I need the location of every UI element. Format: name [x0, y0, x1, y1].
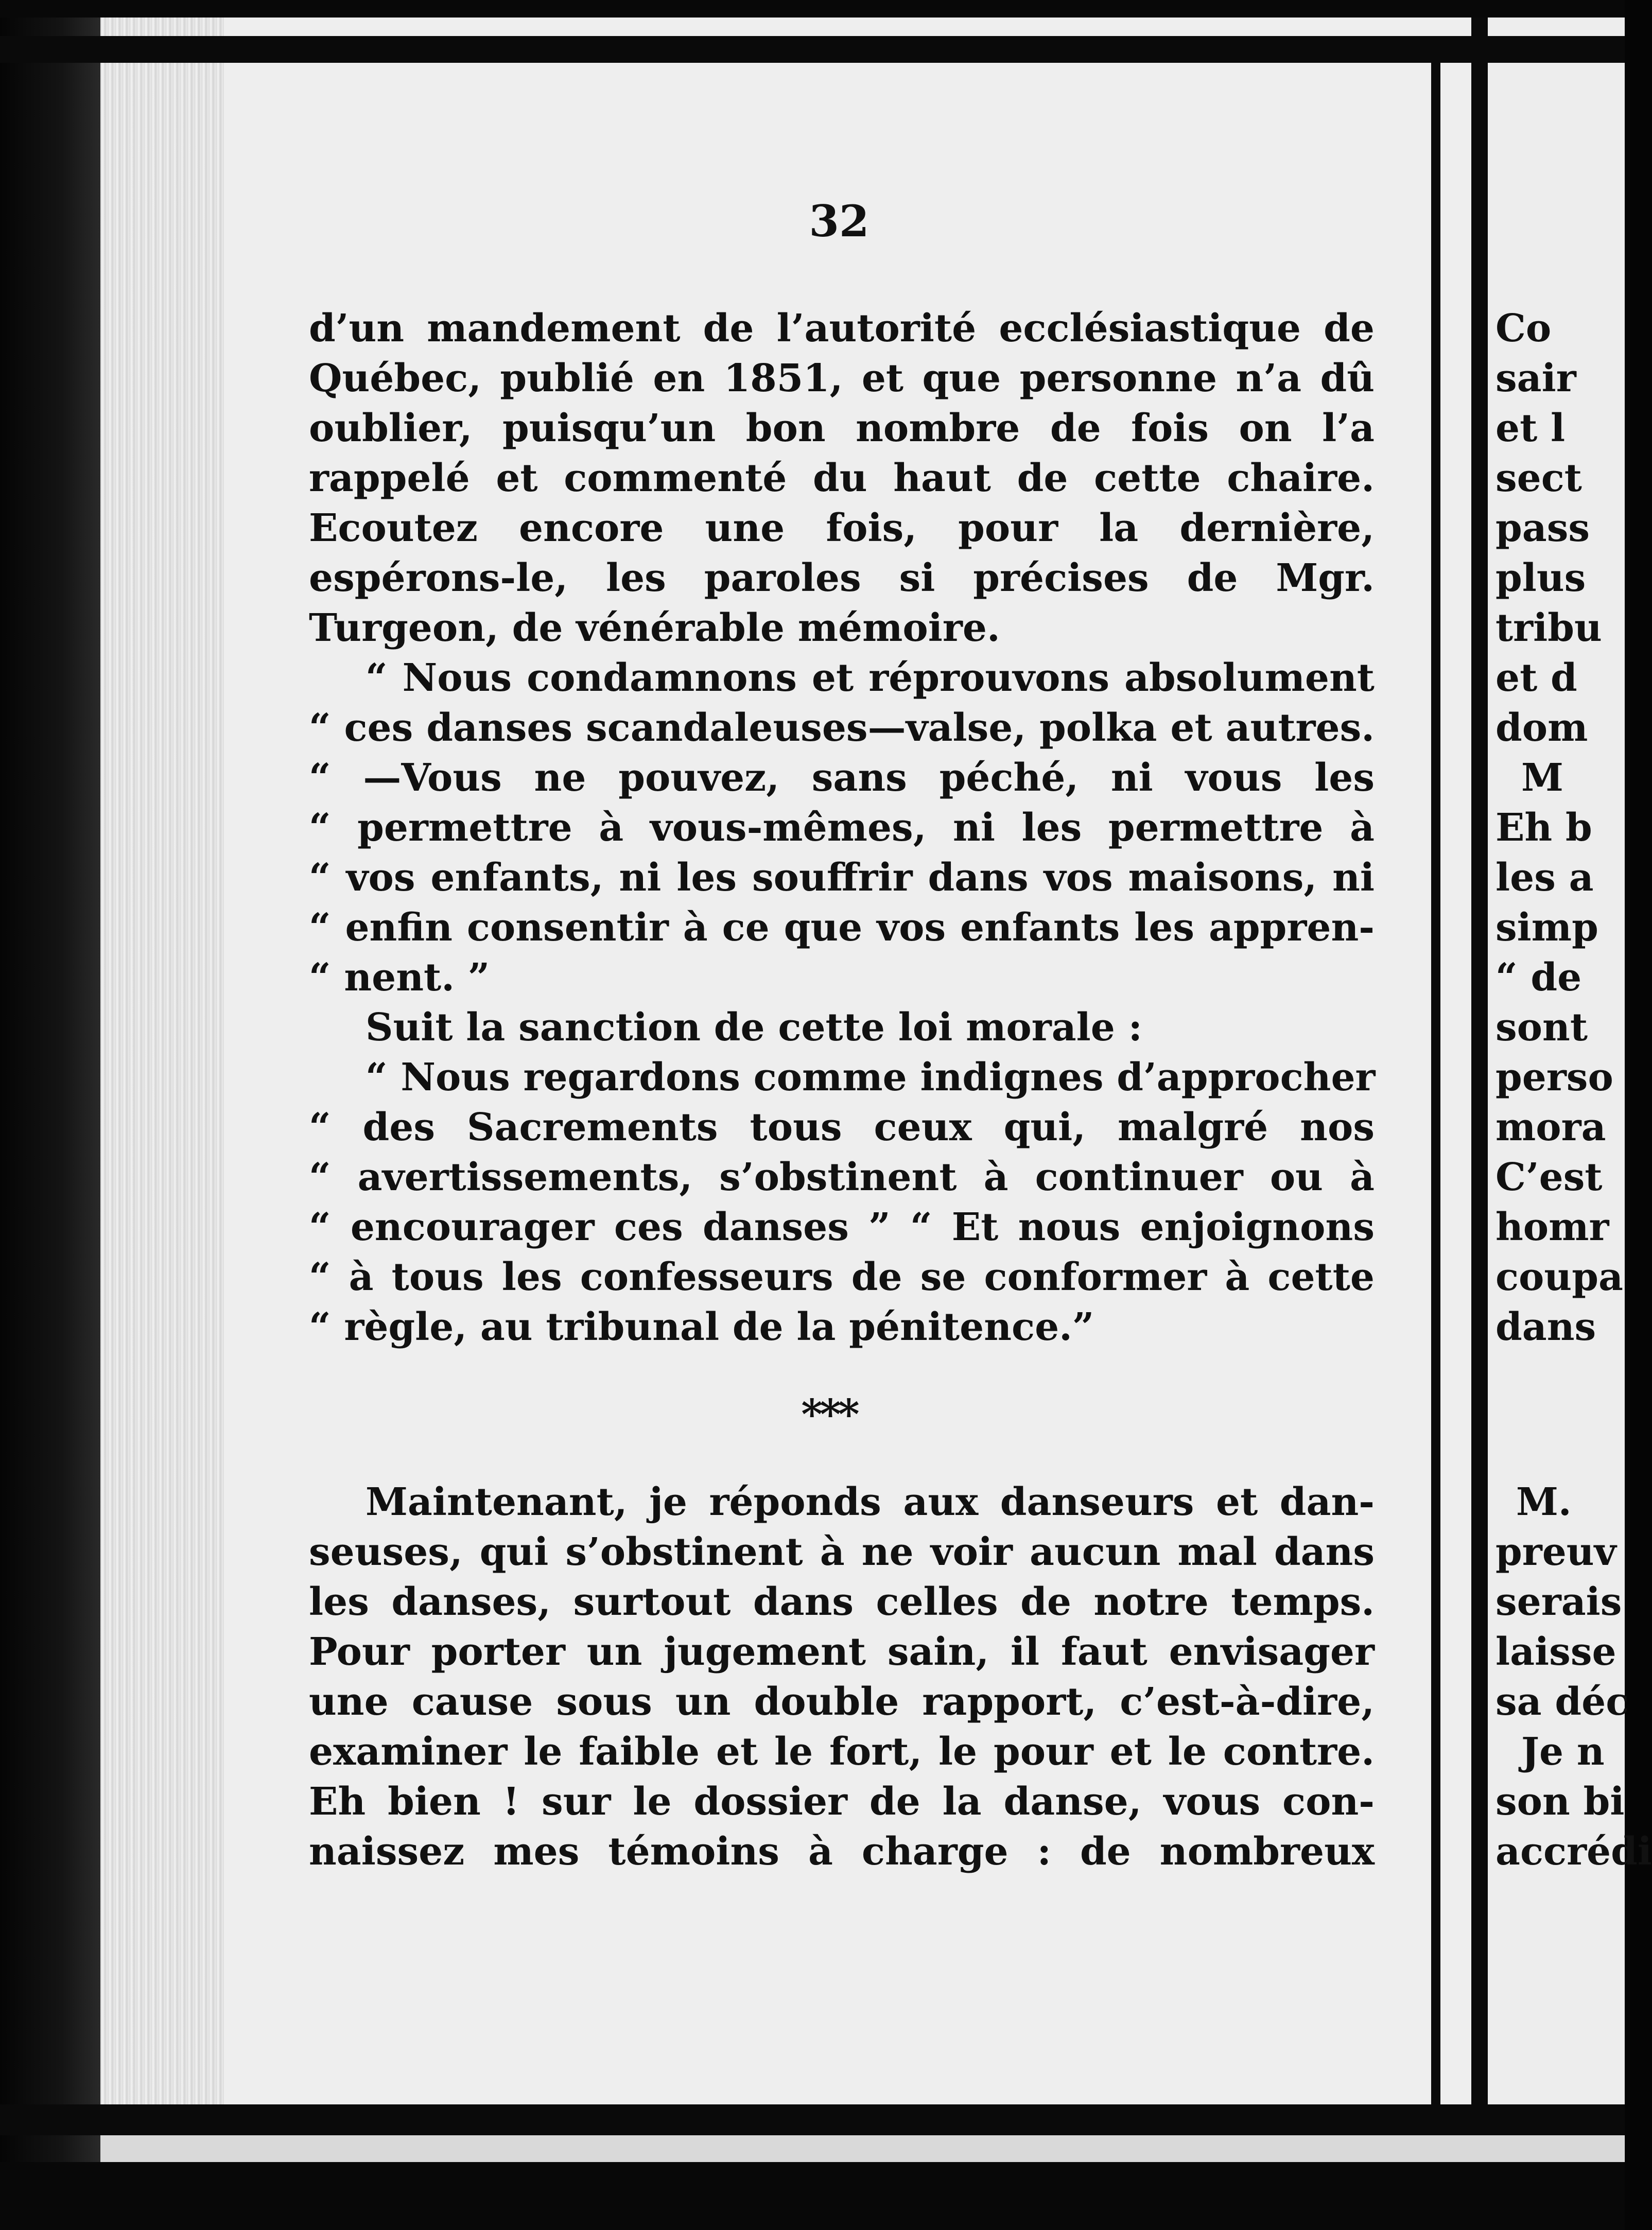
right-gutter [1471, 0, 1488, 2230]
text-line: une cause sous un double rapport, c’est-à-dire, [309, 1680, 1375, 1724]
text-line: espérons-le, les paroles si précises de Mgr. [309, 556, 1375, 600]
text-line: serais [1496, 1580, 1622, 1624]
text-line: Je n [1521, 1730, 1605, 1774]
text-line: “ —Vous ne pouvez, sans péché, ni vous les [309, 756, 1375, 800]
text-line: “ avertissements, s’obstinent à continuer ou à [309, 1155, 1375, 1199]
text-line: “ permettre à vous-mêmes, ni les permettre à [309, 806, 1375, 850]
scan-bottom-strip [100, 2135, 1624, 2162]
text-line: simp [1496, 905, 1598, 950]
text-line: “ Nous condamnons et réprouvons absolument [366, 656, 1375, 700]
text-line: seuses, qui s’obstinent à ne voir aucun mal dans [309, 1530, 1375, 1574]
text-line: “ à tous les confesseurs de se conformer à cette [309, 1255, 1375, 1299]
text-line: Pour porter un jugement sain, il faut envisager [309, 1630, 1375, 1674]
text-line: “ de [1496, 955, 1582, 1000]
text-line: Ecoutez encore une fois, pour la dernière, [309, 506, 1375, 550]
text-line: naissez mes témoins à charge : de nombreux [309, 1830, 1375, 1874]
text-line: Co [1496, 306, 1552, 351]
text-line: dans [1496, 1305, 1596, 1349]
text-line: Eh b [1496, 806, 1592, 850]
text-line: Eh bien ! sur le dossier de la danse, vous con- [309, 1780, 1375, 1824]
text-line: M. [1516, 1480, 1572, 1524]
text-line: preuv [1496, 1530, 1616, 1574]
text-line: examiner le faible et le fort, le pour et le contre. [309, 1730, 1375, 1774]
text-line: Turgeon, de vénérable mémoire. [309, 606, 1000, 650]
text-line: sont [1496, 1005, 1588, 1050]
binding-gutter [1431, 62, 1440, 2111]
text-line: mora [1496, 1105, 1606, 1149]
text-line: “ règle, au tribunal de la pénitence.” [309, 1305, 1094, 1349]
text-line: accrédi [1496, 1830, 1652, 1874]
text-line: C’est [1496, 1155, 1603, 1199]
text-line: “ vos enfants, ni les souffrir dans vos maisons, ni [309, 856, 1375, 900]
text-line: et l [1496, 406, 1566, 450]
text-line: son bi [1496, 1780, 1625, 1824]
quote-sanction [309, 1053, 1375, 1352]
sanction-intro [309, 1003, 1375, 1053]
paragraph-mandement [309, 304, 1375, 653]
page-edges [100, 0, 224, 2230]
text-line: Québec, publié en 1851, et que personne n’a dû [309, 356, 1375, 400]
text-line: homr [1496, 1205, 1609, 1249]
text-line: tribu [1496, 606, 1602, 650]
text-line: oublier, puisqu’un bon nombre de fois on l’a [309, 406, 1375, 450]
text-line: sa déc [1496, 1680, 1629, 1724]
text-line: les danses, surtout dans celles de notre temps. [309, 1580, 1375, 1624]
asterism-divider: *** [801, 1390, 857, 1438]
text-line: plus [1496, 556, 1586, 600]
text-line: Maintenant, je réponds aux danseurs et dan- [366, 1480, 1375, 1524]
text-line: perso [1496, 1055, 1613, 1100]
right-page-text-bottom [1496, 1477, 1652, 1877]
page-number: 32 [809, 196, 870, 247]
text-line: Suit la sanction de cette loi morale : [366, 1005, 1142, 1050]
text-line: rappelé et commenté du haut de cette chaire. [309, 456, 1375, 500]
paragraph-maintenant [309, 1477, 1375, 1877]
text-line: les a [1496, 856, 1594, 900]
scan-bottom-bar [0, 2104, 1625, 2135]
text-line: dom [1496, 706, 1588, 750]
text-line: et d [1496, 656, 1577, 700]
text-line: sect [1496, 456, 1582, 500]
scan-bottom-border [0, 2162, 1625, 2230]
text-line: d’un mandement de l’autorité ecclésiastique de [309, 306, 1375, 351]
scan-top-bar [0, 36, 1625, 63]
right-page-text-top [1496, 304, 1629, 1352]
text-line: coupa [1496, 1255, 1623, 1299]
text-line: laisse [1496, 1630, 1616, 1674]
text-line: “ encourager ces danses ” “ Et nous enjoignons [309, 1205, 1375, 1249]
text-line: “ ces danses scandaleuses—valse, polka et autres. [309, 706, 1375, 750]
text-line: “ nent. ” [309, 955, 490, 1000]
text-line: sair [1496, 356, 1576, 400]
quote-condemnation [309, 653, 1375, 1003]
text-line: “ enfin consentir à ce que vos enfants les appren- [309, 905, 1375, 950]
scan-left-margin [0, 0, 103, 2230]
scan-top-border [0, 0, 1625, 18]
text-line: “ des Sacrements tous ceux qui, malgré nos [309, 1105, 1375, 1149]
text-line: “ Nous regardons comme indignes d’approcher [366, 1055, 1376, 1100]
text-line: M [1521, 756, 1563, 800]
text-line: pass [1496, 506, 1590, 550]
